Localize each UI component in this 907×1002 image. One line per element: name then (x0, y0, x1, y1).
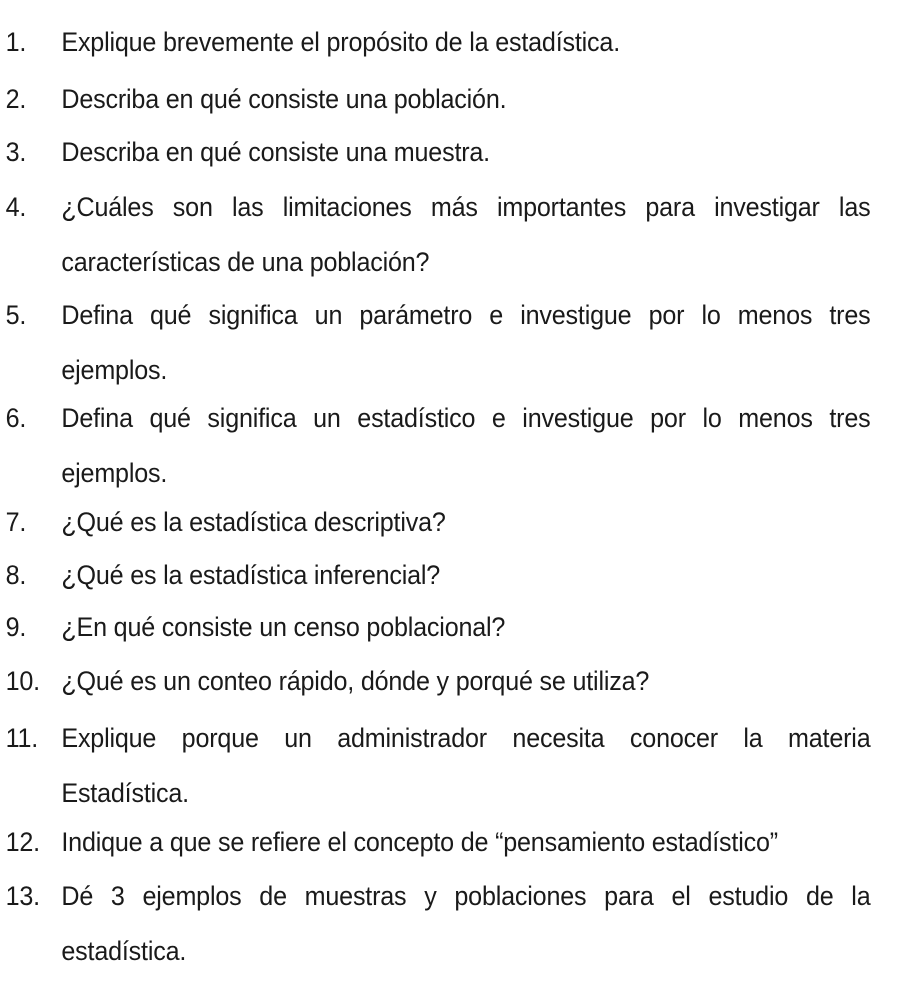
question-text: ¿Qué es la estadística descriptiva? (61, 507, 446, 537)
question-text-line-2: Estadística. (61, 778, 189, 808)
question-text-line-2: estadística. (61, 936, 187, 966)
question-number: 2. (5, 84, 27, 114)
question-text: ¿Qué es la estadística inferencial? (61, 560, 441, 590)
question-number: 1. (5, 27, 27, 57)
question-number: 10. (5, 666, 40, 696)
question-number: 5. (5, 300, 27, 330)
question-text-line-2: ejemplos. (61, 355, 168, 385)
question-number: 3. (5, 137, 27, 167)
question-number: 9. (5, 612, 27, 642)
question-text-line-1: Explique porque un administrador necesita conocer la materia (61, 723, 871, 753)
question-text: ¿En qué consiste un censo poblacional? (61, 612, 506, 642)
question-text: ¿Qué es un conteo rápido, dónde y porqué se utiliza? (61, 666, 650, 696)
question-number: 8. (5, 560, 27, 590)
question-text-line-1: ¿Cuáles son las limitaciones más importantes para investigar las (61, 192, 871, 222)
question-text: Describa en qué consiste una muestra. (61, 137, 490, 167)
question-text-line-2: ejemplos. (61, 458, 168, 488)
question-number: 6. (5, 403, 27, 433)
question-text: Describa en qué consiste una población. (61, 84, 507, 114)
question-number: 4. (5, 192, 27, 222)
question-text-line-1: Defina qué significa un parámetro e investigue por lo menos tres (61, 300, 871, 330)
question-number: 11. (5, 723, 39, 753)
question-number: 7. (5, 507, 27, 537)
question-text-line-2: características de una población? (61, 247, 430, 277)
question-text: Explique brevemente el propósito de la estadística. (61, 27, 621, 57)
question-number: 12. (5, 827, 40, 857)
question-text: Indique a que se refiere el concepto de “pensamiento estadístico” (61, 827, 778, 857)
question-number: 13. (5, 881, 40, 911)
question-text-line-1: Defina qué significa un estadístico e investigue por lo menos tres (61, 403, 871, 433)
question-text-line-1: Dé 3 ejemplos de muestras y poblaciones para el estudio de la (61, 881, 871, 911)
